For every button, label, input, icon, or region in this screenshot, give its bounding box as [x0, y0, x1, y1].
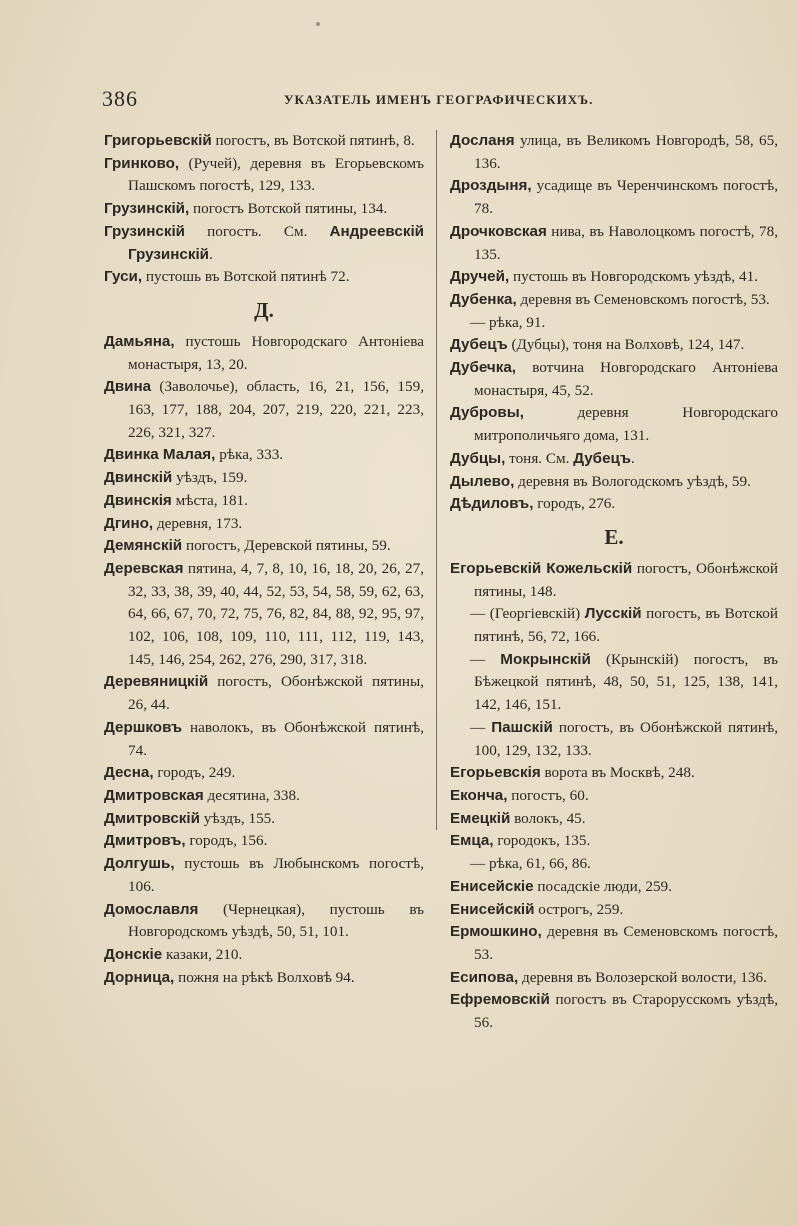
index-entry: [450, 221, 778, 266]
index-entry: [450, 785, 778, 808]
entry-text: пустошь въ Новгородскомъ уѣздѣ, 41.: [509, 268, 759, 286]
entry-text: погостъ, Обонѣжской пятины, 26, 44.: [128, 673, 424, 714]
entry-headword: Дрочковская: [450, 222, 547, 240]
index-entry: [450, 471, 778, 494]
index-entry: [450, 334, 778, 357]
index-entry: [450, 762, 778, 785]
entry-text: городъ, 276.: [533, 495, 616, 513]
entry-text: (Дубцы), тоня на Волховѣ, 124, 147.: [507, 336, 745, 354]
index-entry: [104, 513, 424, 536]
entry-headword: Енисейскіе: [450, 877, 534, 895]
entry-headword: Дмитровъ,: [104, 832, 186, 850]
entry-text: (Крынскій) погостъ, въ Бѣжецкой пятинѣ, 48, 50, 51, 125, 138, 141, 142, 146, 151.: [474, 650, 779, 714]
entry-text: .: [209, 245, 213, 263]
entry-headword: Дубенка,: [450, 290, 517, 308]
entry-text: деревня въ Вологодскомъ уѣздѣ, 59.: [514, 472, 751, 490]
index-entry: [104, 376, 424, 444]
index-entry: [104, 266, 424, 289]
entry-headword: Дѣдиловъ,: [450, 495, 534, 513]
index-entry: [104, 785, 424, 808]
index-entry: [450, 899, 778, 922]
entry-headword: Ефремовскій: [450, 991, 550, 1009]
entry-text: .: [630, 449, 635, 467]
index-entry: [104, 717, 424, 762]
entry-headword: Дмитровскій: [104, 809, 200, 827]
entry-headword: Егорьевскій Кожельскій: [450, 559, 633, 577]
entry-text: деревня въ Волозерской волости, 136.: [518, 968, 767, 986]
entry-headword: Егорьевскія: [450, 764, 541, 782]
entry-headword: Дроздыня,: [450, 177, 532, 195]
section-letter: Е.: [604, 524, 624, 549]
entry-headword: Десна,: [104, 764, 154, 782]
index-entry: [104, 967, 424, 990]
entry-text: пустошь въ Вотской пятинѣ 72.: [142, 268, 350, 286]
entry-headword: Демянскій: [104, 537, 183, 555]
index-entry: [104, 153, 424, 198]
index-entry: [450, 448, 778, 471]
index-entry: [104, 558, 424, 672]
entry-text: погостъ въ Старорусскомъ уѣздѣ, 56.: [474, 991, 778, 1032]
entry-text: городъ, 249.: [153, 764, 236, 782]
index-entry: [104, 444, 424, 467]
entry-headword: Емца,: [450, 832, 494, 850]
index-entry: [104, 130, 424, 153]
index-entry: [450, 989, 778, 1034]
entry-text: погостъ, 60.: [507, 786, 589, 804]
entry-text: погостъ, Деревской пятины, 59.: [182, 537, 391, 555]
index-entry: [450, 876, 778, 899]
entry-headword: Деревяницкій: [104, 673, 209, 691]
index-entry: [450, 175, 778, 220]
index-entry: [450, 853, 778, 876]
entry-headword: Емецкій: [450, 809, 511, 827]
entry-headword: Дгино,: [104, 514, 154, 532]
index-entry: [104, 808, 424, 831]
entry-headword: Гуси,: [104, 268, 143, 286]
entry-text: пожня на рѣкѣ Волховѣ 94.: [174, 968, 355, 986]
index-entry: [450, 312, 778, 335]
entry-text: деревня въ Семеновскомъ погостѣ, 53.: [516, 290, 770, 308]
entry-text: пустошь Новгородскаго Антоніева монастыря, 13, 20.: [128, 332, 424, 373]
index-entry: [104, 535, 424, 558]
entry-text: (Ручей), деревня въ Егорьевскомъ Пашскомъ погостѣ, 129, 133.: [128, 154, 424, 195]
entry-headword: Грузинскій: [104, 222, 186, 240]
entry-headword: Дубецъ: [450, 336, 508, 354]
entry-text: волокъ, 45.: [510, 809, 586, 827]
entry-text: улица, въ Великомъ Новгородѣ, 58, 65, 136.: [474, 132, 778, 172]
column-divider: [436, 130, 437, 830]
entry-text: пустошь въ Любынскомъ погостѣ, 106.: [128, 855, 424, 895]
entry-headword: Дорница,: [104, 968, 175, 986]
entry-headword: Двинскія: [104, 491, 172, 509]
entry-text: погостъ, Обонѣжской пятины, 148.: [474, 559, 778, 600]
entry-subline: — рѣка, 91.: [470, 313, 546, 331]
ink-speck: [316, 22, 320, 26]
index-entry: [104, 830, 424, 853]
entry-text: посадскіе люди, 259.: [533, 877, 672, 895]
entry-headword: Пашскій: [491, 718, 553, 736]
index-entry: [450, 649, 778, 717]
entry-headword: Мокрынскій: [500, 650, 591, 668]
section-letter: Д.: [254, 297, 274, 322]
index-entry: [104, 331, 424, 376]
index-entry: [450, 402, 778, 447]
entry-text: наволокъ, въ Обонѣжской пятинѣ, 74.: [128, 718, 424, 759]
entry-dash: —: [470, 718, 492, 736]
entry-headword: Дершковъ: [104, 718, 183, 736]
index-entry: [104, 221, 424, 266]
index-entry: [104, 899, 424, 944]
entry-headword: Ермошкино,: [450, 923, 542, 941]
entry-headword: Двинка Малая,: [104, 446, 216, 464]
index-entry: [104, 198, 424, 221]
entry-text: (Чернецкая), пустошь въ Новгородскомъ уѣздѣ, 50, 51, 101.: [128, 900, 424, 941]
entry-headword: Грузинскій,: [104, 200, 190, 218]
entry-text: деревня, 173.: [153, 514, 243, 532]
entry-headword: Есипова,: [450, 968, 519, 986]
page-number: 386: [102, 86, 138, 111]
entry-text: (Заволочье), область, 16, 21, 156, 159, 163, 177, 188, 204, 207, 219, 220, 221, 223, 226, 321, 327.: [128, 378, 424, 441]
right-column: [450, 130, 778, 1035]
entry-headword: Двинскій: [104, 469, 173, 487]
entry-text: десятина, 338.: [203, 786, 300, 804]
index-entry: [450, 130, 778, 175]
entry-headword: Дмитровская: [104, 786, 204, 804]
entry-text: деревня Новгородскаго митрополичьяго дома, 131.: [474, 404, 778, 445]
entry-headword: Гринково,: [104, 154, 180, 172]
entry-headword: Деревская: [104, 559, 184, 577]
index-entry: [450, 967, 778, 990]
index-entry: [450, 493, 778, 516]
index-entry: [104, 467, 424, 490]
entry-headword: Еконча,: [450, 786, 508, 804]
entry-headword: Дылево,: [450, 472, 515, 490]
entry-dash: —: [470, 650, 501, 668]
page-header: [102, 86, 762, 116]
left-column: [104, 130, 424, 989]
index-entry: [450, 921, 778, 966]
entry-headword: Дамьяна,: [104, 332, 175, 350]
entry-text: усадище въ Черенчинскомъ погостѣ, 78.: [474, 177, 778, 218]
entry-text: пятина, 4, 7, 8, 10, 16, 18, 20, 26, 27, 32, 33, 38, 39, 40, 44, 52, 53, 54, 58, 59, 62, 63, 64, 66, 67, 70, 72, 75, 76, 82, 84, 88, 92, 95, 97, 102, 106, 108, 109, 110, 111, 112, 119, 143, 145, 146, 254, 262, 276, 290, 317, 318.: [128, 559, 424, 668]
index-entry: [450, 808, 778, 831]
entry-headword: Двина: [104, 378, 152, 396]
index-entry: [104, 490, 424, 513]
index-entry: [104, 762, 424, 785]
index-entry: [450, 266, 778, 289]
entry-text: нива, въ Наволоцкомъ погостѣ, 78, 135.: [474, 222, 778, 263]
index-entry: [104, 853, 424, 898]
entry-headword: Дубцы,: [450, 449, 506, 467]
entry-text: погостъ Вотской пятины, 134.: [189, 200, 388, 218]
entry-crossref: Дубецъ: [573, 449, 631, 467]
index-entry: [104, 944, 424, 967]
index-entry: [450, 357, 778, 402]
entry-headword: Дубечка,: [450, 359, 516, 377]
entry-text: погостъ, въ Вотской пятинѣ, 56, 72, 166.: [474, 605, 779, 646]
index-entry: [104, 671, 424, 716]
running-head: УКАЗАТЕЛЬ ИМЕНЪ ГЕОГРАФИЧЕСКИХЪ.: [284, 92, 594, 107]
entry-text: мѣста, 181.: [171, 491, 248, 509]
entry-text: погостъ, въ Вотской пятинѣ, 8.: [211, 132, 415, 149]
entry-text: тоня. См.: [505, 449, 574, 467]
entry-text: городокъ, 135.: [493, 832, 591, 850]
index-entry: [450, 830, 778, 853]
entry-headword: Григорьевскій: [104, 132, 212, 149]
entry-text: вотчина Новгородскаго Антоніева монастыря, 45, 52.: [474, 359, 778, 399]
entry-text: погостъ, въ Обонѣжской пятинѣ, 100, 129, 132, 133.: [474, 718, 779, 759]
index-entry: [450, 603, 778, 648]
entry-text: деревня въ Семеновскомъ погостѣ, 53.: [474, 923, 778, 963]
entry-headword: Домославля: [104, 900, 199, 918]
index-entry: [450, 289, 778, 312]
entry-headword: Дубровы,: [450, 404, 524, 422]
entry-text: уѣздъ, 159.: [172, 469, 248, 487]
entry-text: городъ, 156.: [185, 832, 268, 850]
entry-headword: Долгушь,: [104, 855, 175, 873]
entry-headword: Досланя: [450, 132, 515, 149]
index-entry: [450, 558, 778, 603]
entry-headword: Дручей,: [450, 268, 510, 286]
entry-dash: — (Георгіевскій): [470, 605, 585, 623]
entry-text: острогъ, 259.: [534, 900, 624, 918]
index-entry: [450, 717, 778, 762]
entry-subline: — рѣка, 61, 66, 86.: [470, 855, 591, 873]
entry-text: уѣздъ, 155.: [199, 809, 276, 827]
entry-text: казаки, 210.: [162, 945, 243, 963]
entry-headword: Лусскій: [584, 605, 642, 623]
entry-text: ворота въ Москвѣ, 248.: [540, 764, 695, 782]
entry-headword: Енисейскій: [450, 900, 535, 918]
entry-text: погостъ. См.: [185, 222, 330, 240]
entry-text: рѣка, 333.: [215, 446, 284, 464]
entry-headword: Донскіе: [104, 945, 163, 963]
entry-crossref: Андреевскій Грузинскій: [128, 222, 424, 263]
